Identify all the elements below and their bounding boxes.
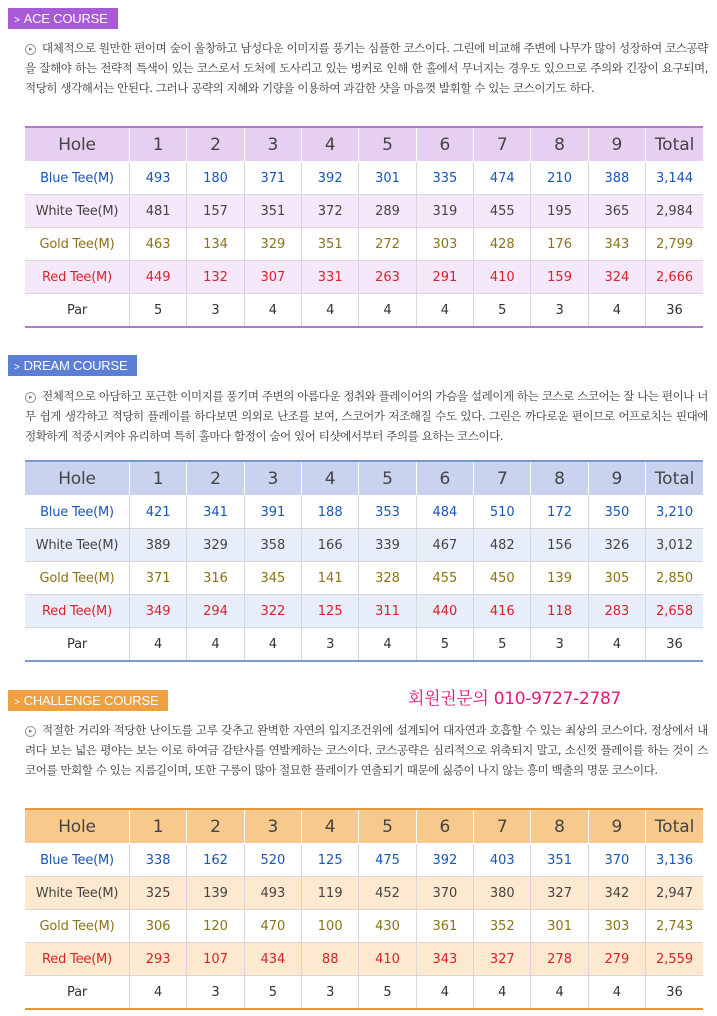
distance-cell: 339: [359, 529, 416, 562]
distance-cell: 343: [416, 943, 473, 976]
hole-number: 4: [302, 809, 359, 844]
distance-cell: 88: [302, 943, 359, 976]
hole-number: 3: [244, 809, 301, 844]
gold-tee-row: [25, 910, 703, 943]
distance-cell: 440: [416, 595, 473, 628]
distance-cell: 371: [130, 562, 187, 595]
tee-label: White Tee(M): [25, 877, 130, 910]
scorecard-table: [25, 126, 703, 328]
distance-cell: 303: [588, 910, 645, 943]
distance-cell: 328: [359, 562, 416, 595]
hole-number: 6: [416, 809, 473, 844]
hole-number: 6: [416, 127, 473, 162]
hole-number: 8: [531, 461, 588, 496]
distance-cell: 353: [359, 496, 416, 529]
tee-label: Par: [25, 294, 130, 328]
distance-cell: 291: [416, 261, 473, 294]
distance-cell: 325: [130, 877, 187, 910]
bullet-icon: ▸: [25, 392, 36, 403]
total-cell: 3,210: [646, 496, 703, 529]
distance-cell: 303: [416, 228, 473, 261]
distance-cell: 162: [187, 844, 244, 877]
distance-cell: 141: [302, 562, 359, 595]
distance-cell: 301: [531, 910, 588, 943]
distance-cell: 4: [588, 628, 645, 662]
total-cell: 3,144: [646, 162, 703, 195]
distance-cell: 4: [244, 628, 301, 662]
distance-cell: 3: [531, 294, 588, 328]
distance-cell: 311: [359, 595, 416, 628]
hole-number: 3: [244, 127, 301, 162]
distance-cell: 327: [531, 877, 588, 910]
tee-label: Blue Tee(M): [25, 844, 130, 877]
challenge-course-section: [0, 680, 717, 1016]
table-header-row: [25, 127, 703, 162]
hole-number: 7: [474, 127, 531, 162]
distance-cell: 510: [474, 496, 531, 529]
tee-label: Gold Tee(M): [25, 562, 130, 595]
tee-label: Par: [25, 628, 130, 662]
hole-number: 3: [244, 461, 301, 496]
distance-cell: 372: [302, 195, 359, 228]
distance-cell: 279: [588, 943, 645, 976]
distance-cell: 474: [474, 162, 531, 195]
distance-cell: 388: [588, 162, 645, 195]
hole-number: 4: [302, 127, 359, 162]
course-title-badge: [8, 8, 118, 29]
distance-cell: 520: [244, 844, 301, 877]
distance-cell: 3: [531, 628, 588, 662]
distance-cell: 351: [302, 228, 359, 261]
red-tee-row: [25, 595, 703, 628]
distance-cell: 132: [187, 261, 244, 294]
hole-number: 8: [531, 809, 588, 844]
distance-cell: 322: [244, 595, 301, 628]
distance-cell: 365: [588, 195, 645, 228]
distance-cell: 434: [244, 943, 301, 976]
distance-cell: 172: [531, 496, 588, 529]
chevron-right-icon: >: [14, 15, 20, 26]
distance-cell: 410: [474, 261, 531, 294]
distance-cell: 349: [130, 595, 187, 628]
distance-cell: 4: [531, 976, 588, 1010]
distance-cell: 421: [130, 496, 187, 529]
chevron-right-icon: >: [14, 697, 20, 708]
distance-cell: 294: [187, 595, 244, 628]
distance-cell: 139: [187, 877, 244, 910]
blue-tee-row: [25, 844, 703, 877]
distance-cell: 210: [531, 162, 588, 195]
distance-cell: 4: [359, 294, 416, 328]
distance-cell: 4: [416, 294, 473, 328]
total-cell: 36: [646, 628, 703, 662]
tee-label: Par: [25, 976, 130, 1010]
total-cell: 2,984: [646, 195, 703, 228]
distance-cell: 4: [302, 294, 359, 328]
distance-cell: 449: [130, 261, 187, 294]
distance-cell: 180: [187, 162, 244, 195]
tee-label: Gold Tee(M): [25, 228, 130, 261]
distance-cell: 4: [359, 628, 416, 662]
red-tee-row: [25, 943, 703, 976]
tee-label: White Tee(M): [25, 195, 130, 228]
distance-cell: 5: [416, 628, 473, 662]
distance-cell: 278: [531, 943, 588, 976]
total-header: Total: [646, 809, 703, 844]
distance-cell: 3: [187, 976, 244, 1010]
hole-number: 2: [187, 127, 244, 162]
distance-cell: 263: [359, 261, 416, 294]
total-cell: 2,743: [646, 910, 703, 943]
hole-number: 2: [187, 809, 244, 844]
distance-cell: 475: [359, 844, 416, 877]
distance-cell: 370: [588, 844, 645, 877]
tee-label: Red Tee(M): [25, 595, 130, 628]
hole-number: 5: [359, 809, 416, 844]
distance-cell: 335: [416, 162, 473, 195]
distance-cell: 329: [244, 228, 301, 261]
total-cell: 2,666: [646, 261, 703, 294]
distance-cell: 416: [474, 595, 531, 628]
distance-cell: 493: [244, 877, 301, 910]
distance-cell: 342: [588, 877, 645, 910]
total-cell: 2,799: [646, 228, 703, 261]
table-header-row: [25, 461, 703, 496]
distance-cell: 392: [302, 162, 359, 195]
distance-cell: 329: [187, 529, 244, 562]
distance-cell: 3: [187, 294, 244, 328]
white-tee-row: [25, 877, 703, 910]
distance-cell: 188: [302, 496, 359, 529]
total-cell: 36: [646, 976, 703, 1010]
total-header: Total: [646, 127, 703, 162]
distance-cell: 481: [130, 195, 187, 228]
par-row: [25, 628, 703, 662]
distance-cell: 5: [130, 294, 187, 328]
distance-cell: 120: [187, 910, 244, 943]
hole-number: 9: [588, 461, 645, 496]
tee-label: Blue Tee(M): [25, 162, 130, 195]
distance-cell: 4: [130, 976, 187, 1010]
distance-cell: 341: [187, 496, 244, 529]
distance-cell: 428: [474, 228, 531, 261]
distance-cell: 272: [359, 228, 416, 261]
distance-cell: 301: [359, 162, 416, 195]
distance-cell: 463: [130, 228, 187, 261]
distance-cell: 319: [416, 195, 473, 228]
course-title-badge: [8, 690, 168, 711]
distance-cell: 361: [416, 910, 473, 943]
course-title: CHALLENGE COURSE: [23, 693, 159, 708]
ace-course-section: [0, 0, 717, 330]
hole-number: 2: [187, 461, 244, 496]
distance-cell: 484: [416, 496, 473, 529]
distance-cell: 410: [359, 943, 416, 976]
hole-number: 1: [130, 127, 187, 162]
distance-cell: 4: [588, 294, 645, 328]
total-cell: 3,012: [646, 529, 703, 562]
table-header-row: [25, 809, 703, 844]
distance-cell: 351: [244, 195, 301, 228]
distance-cell: 327: [474, 943, 531, 976]
distance-cell: 5: [474, 294, 531, 328]
distance-cell: 391: [244, 496, 301, 529]
hole-header: Hole: [25, 809, 130, 844]
distance-cell: 452: [359, 877, 416, 910]
distance-cell: 450: [474, 562, 531, 595]
course-description: ▸ 적절한 거리와 적당한 난이도를 고루 갖추고 완벽한 자연의 입지조건위에 설계되어 대자연과 호흡할 수 있는 최상의 코스이다. 정상에서 내려다 보는 넓은 평야는 보는 이로 하여금 감탄사를 연발케하는 코스이다. 코스공략은 심리적으로 위축되지 말고, 소신껏 플레이를 하는 것이 스코어를 만회할 수 있는 지름길이며, 또한 구릉이 많아 절묘한 플레이가 연출되기 때문에 싫증이 나지 않는 흥미 백출의 명문 코스이다.: [25, 723, 708, 777]
distance-cell: 159: [531, 261, 588, 294]
distance-cell: 306: [130, 910, 187, 943]
distance-cell: 157: [187, 195, 244, 228]
distance-cell: 403: [474, 844, 531, 877]
distance-cell: 343: [588, 228, 645, 261]
hole-number: 7: [474, 809, 531, 844]
distance-cell: 283: [588, 595, 645, 628]
distance-cell: 380: [474, 877, 531, 910]
total-cell: 2,850: [646, 562, 703, 595]
hole-number: 6: [416, 461, 473, 496]
hole-number: 5: [359, 127, 416, 162]
par-row: [25, 294, 703, 328]
distance-cell: 307: [244, 261, 301, 294]
hole-number: 9: [588, 809, 645, 844]
distance-cell: 392: [416, 844, 473, 877]
distance-cell: 470: [244, 910, 301, 943]
distance-cell: 352: [474, 910, 531, 943]
distance-cell: 455: [474, 195, 531, 228]
tee-label: Blue Tee(M): [25, 496, 130, 529]
distance-cell: 430: [359, 910, 416, 943]
distance-cell: 289: [359, 195, 416, 228]
distance-cell: 134: [187, 228, 244, 261]
distance-cell: 493: [130, 162, 187, 195]
distance-cell: 455: [416, 562, 473, 595]
tee-label: White Tee(M): [25, 529, 130, 562]
red-tee-row: [25, 261, 703, 294]
course-description: ▸ 전체적으로 아담하고 포근한 이미지를 풍기며 주변의 아름다운 정취와 플레이어의 가슴을 설레이게 하는 코스로 스코어는 잘 나는 편이나 너무 쉽게 생각하고 적당히 플레이를 하다보면 의외로 난조를 보여, 스코어가 저조해질 수도 있다. 그린은 까다로운 편이므로 어프로치는 핀대에 정확하게 적중시켜야 유리하며 특히 홀마다 함정이 숨어 있어 티샷에서부터 주의를 요하는 코스이다.: [25, 389, 708, 443]
distance-cell: 3: [302, 976, 359, 1010]
distance-cell: 370: [416, 877, 473, 910]
distance-cell: 3: [302, 628, 359, 662]
distance-cell: 4: [588, 976, 645, 1010]
tee-label: Gold Tee(M): [25, 910, 130, 943]
total-cell: 2,559: [646, 943, 703, 976]
white-tee-row: [25, 529, 703, 562]
distance-cell: 107: [187, 943, 244, 976]
distance-cell: 338: [130, 844, 187, 877]
total-cell: 3,136: [646, 844, 703, 877]
gold-tee-row: [25, 228, 703, 261]
course-title: DREAM COURSE: [23, 358, 128, 373]
distance-cell: 4: [416, 976, 473, 1010]
blue-tee-row: [25, 496, 703, 529]
distance-cell: 4: [187, 628, 244, 662]
course-description: ▸ 대체적으로 원만한 편이며 숲이 울창하고 남성다운 이미지를 풍기는 심플한 코스이다. 그린에 비교해 주변에 나무가 많이 성장하여 코스공략을 잘해야 하는 전략적 특색이 있는 코스로서 도처에 도사리고 있는 벙커로 인해 한 홀에서 무너지는 경우도 있으므로 주의와 긴장이 요구되며, 적당히 생각해서는 안된다. 그러나 공략의 지혜와 기량을 이용하여 과감한 샷을 마음껏 발휘할 수 있는 코스이기도 하다.: [25, 41, 708, 95]
distance-cell: 316: [187, 562, 244, 595]
distance-cell: 305: [588, 562, 645, 595]
hole-number: 7: [474, 461, 531, 496]
distance-cell: 467: [416, 529, 473, 562]
hole-header: Hole: [25, 127, 130, 162]
membership-contact: 회원권문의 010-9727-2787: [408, 689, 622, 709]
blue-tee-row: [25, 162, 703, 195]
distance-cell: 156: [531, 529, 588, 562]
distance-cell: 4: [130, 628, 187, 662]
scorecard-table: [25, 808, 703, 1010]
total-cell: 36: [646, 294, 703, 328]
distance-cell: 125: [302, 844, 359, 877]
distance-cell: 389: [130, 529, 187, 562]
distance-cell: 166: [302, 529, 359, 562]
distance-cell: 331: [302, 261, 359, 294]
distance-cell: 195: [531, 195, 588, 228]
distance-cell: 293: [130, 943, 187, 976]
distance-cell: 345: [244, 562, 301, 595]
hole-number: 9: [588, 127, 645, 162]
hole-number: 5: [359, 461, 416, 496]
distance-cell: 100: [302, 910, 359, 943]
bullet-icon: ▸: [25, 44, 36, 55]
total-cell: 2,658: [646, 595, 703, 628]
distance-cell: 326: [588, 529, 645, 562]
bullet-icon: ▸: [25, 726, 36, 737]
total-cell: 2,947: [646, 877, 703, 910]
distance-cell: 118: [531, 595, 588, 628]
distance-cell: 350: [588, 496, 645, 529]
par-row: [25, 976, 703, 1010]
course-title-badge: [8, 355, 137, 376]
distance-cell: 176: [531, 228, 588, 261]
hole-number: 1: [130, 809, 187, 844]
distance-cell: 4: [474, 976, 531, 1010]
distance-cell: 482: [474, 529, 531, 562]
dream-course-section: [0, 350, 717, 670]
distance-cell: 5: [359, 976, 416, 1010]
distance-cell: 351: [531, 844, 588, 877]
distance-cell: 125: [302, 595, 359, 628]
distance-cell: 4: [244, 294, 301, 328]
chevron-right-icon: >: [14, 362, 20, 373]
distance-cell: 371: [244, 162, 301, 195]
hole-number: 1: [130, 461, 187, 496]
scorecard-table: [25, 460, 703, 662]
distance-cell: 119: [302, 877, 359, 910]
hole-header: Hole: [25, 461, 130, 496]
distance-cell: 139: [531, 562, 588, 595]
course-title: ACE COURSE: [23, 11, 108, 26]
total-header: Total: [646, 461, 703, 496]
gold-tee-row: [25, 562, 703, 595]
distance-cell: 358: [244, 529, 301, 562]
tee-label: Red Tee(M): [25, 261, 130, 294]
tee-label: Red Tee(M): [25, 943, 130, 976]
distance-cell: 324: [588, 261, 645, 294]
hole-number: 8: [531, 127, 588, 162]
distance-cell: 5: [474, 628, 531, 662]
hole-number: 4: [302, 461, 359, 496]
white-tee-row: [25, 195, 703, 228]
distance-cell: 5: [244, 976, 301, 1010]
